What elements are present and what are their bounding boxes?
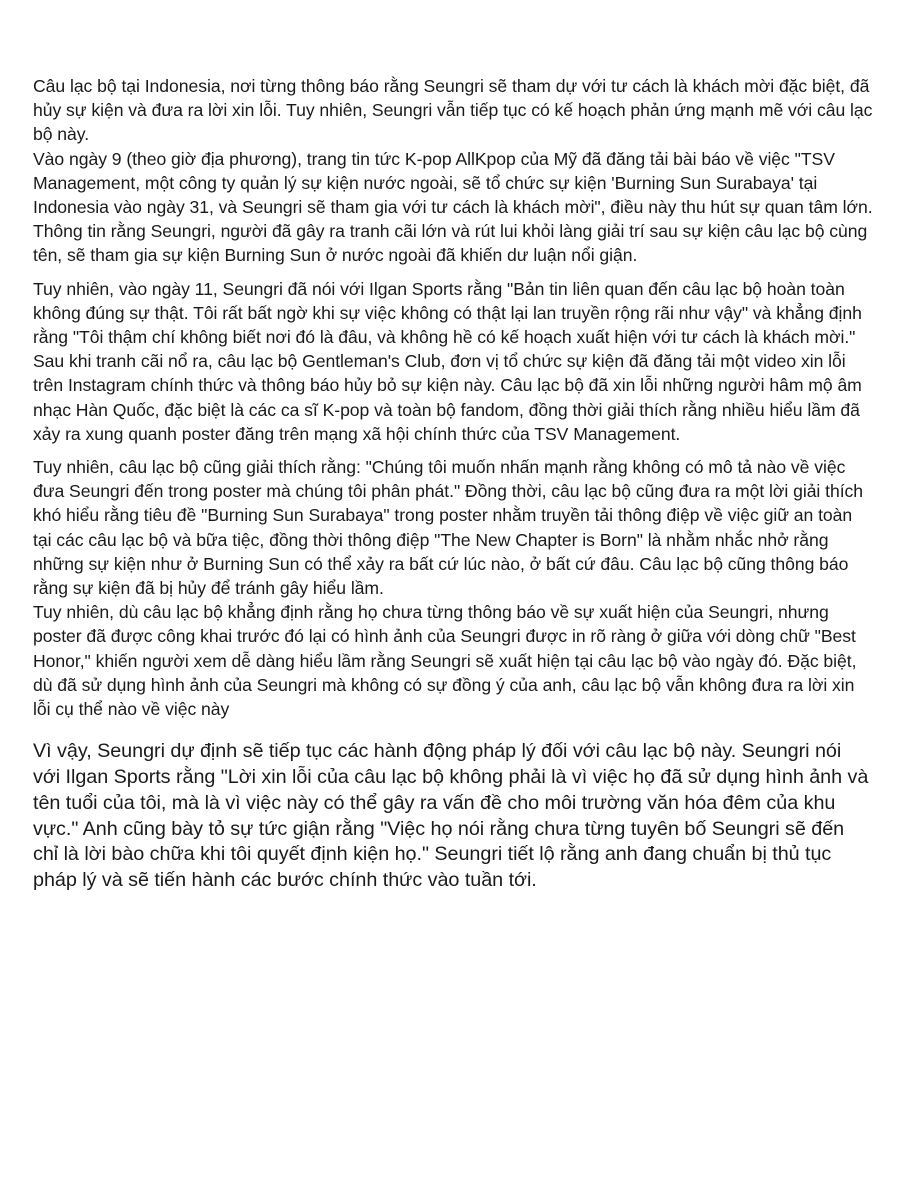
paragraph-allkpop-report: Vào ngày 9 (theo giờ địa phương), trang tin tức K-pop AllKpop của Mỹ đã đăng tải bài báo về việc "TSV Management, một công ty quản lý sự kiện nước ngoài, sẽ tổ chức sự kiện 'Burning Sun Surabaya' tại Indonesia vào ngày 31, và Seungri sẽ tham gia với tư cách là khách mời", điều này thu hút sự quan tâm lớn. Thông tin rằng Seungri, người đã gây ra tranh cãi lớn và rút lui khỏi làng giải trí sau sự kiện câu lạc bộ cùng tên, sẽ tham gia sự kiện Burning Sun ở nước ngoài đã khiến dư luận nổi giận. bbox=[33, 148, 873, 266]
paragraph-intro: Câu lạc bộ tại Indonesia, nơi từng thông báo rằng Seungri sẽ tham dự với tư cách là khách mời đặc biệt, đã hủy sự kiện và đưa ra lời xin lỗi. Tuy nhiên, Seungri vẫn tiếp tục có kế hoạch phản ứng mạnh mẽ với câu lạc bộ này. bbox=[33, 76, 873, 145]
article-body bbox=[33, 74, 873, 894]
paragraph-seungri-denial: Tuy nhiên, vào ngày 11, Seungri đã nói với Ilgan Sports rằng "Bản tin liên quan đến câu lạc bộ hoàn toàn không đúng sự thật. Tôi rất bất ngờ khi sự việc không có thật lại lan truyền rộng rãi như vậy" và khẳng định rằng "Tôi thậm chí không biết nơi đó là đâu, và không hề có kế hoạch xuất hiện với tư cách là khách mời." bbox=[33, 278, 862, 348]
paragraph-club-apology: Sau khi tranh cãi nổ ra, câu lạc bộ Gentleman's Club, đơn vị tổ chức sự kiện đã đăng tải một video xin lỗi trên Instagram chính thức và thông báo hủy bỏ sự kiện này. Câu lạc bộ đã xin lỗi những người hâm mộ âm nhạc Hàn Quốc, đặc biệt là các ca sĩ K-pop và toàn bộ fandom, đồng thời giải thích rằng nhiều hiểu lầm đã xảy ra xung quanh poster đăng trên mạng xã hội chính thức của TSV Management. bbox=[33, 351, 862, 444]
paragraph-club-explanation: Tuy nhiên, câu lạc bộ cũng giải thích rằng: "Chúng tôi muốn nhấn mạnh rằng không có mô tả nào về việc đưa Seungri đến trong poster mà chúng tôi phân phát." Đồng thời, câu lạc bộ cũng đưa ra một lời giải thích khó hiểu rằng tiêu đề "Burning Sun Surabaya" trong poster nhằm truyền tải thông điệp về việc giữ an toàn tại các câu lạc bộ và bữa tiệc, đồng thời thông điệp "The New Chapter is Born" là nhằm nhắc nhở rằng những sự kiện như ở Burning Sun có thể xảy ra bất cứ lúc nào, ở bất cứ đâu. Câu lạc bộ cũng thông báo rằng sự kiện đã bị hủy để tránh gây hiểu lầm. bbox=[33, 457, 864, 599]
paragraph-legal-action: Vì vậy, Seungri dự định sẽ tiếp tục các hành động pháp lý đối với câu lạc bộ này. Seungri nói với Ilgan Sports rằng "Lời xin lỗi của câu lạc bộ không phải là vì việc họ đã sử dụng hình ảnh và tên tuổi của tôi, mà là vì việc này có thể gây ra vấn đề cho môi trường văn hóa đêm của khu vực." Anh cũng bày tỏ sự tức giận rằng "Việc họ nói rằng chưa từng tuyên bố Seungri sẽ đến chỉ là lời bào chữa khi tôi quyết định kiện họ." Seungri tiết lộ rằng anh đang chuẩn bị thủ tục pháp lý và sẽ tiến hành các bước chính thức vào tuần tới. bbox=[33, 740, 869, 892]
paragraph-poster-image: Tuy nhiên, dù câu lạc bộ khẳng định rằng họ chưa từng thông báo về sự xuất hiện của Seungri, nhưng poster đã được công khai trước đó lại có hình ảnh của Seungri được in rõ ràng ở giữa với dòng chữ "Best Honor," khiến người xem dễ dàng hiểu lầm rằng Seungri sẽ xuất hiện tại câu lạc bộ vào ngày đó. Đặc biệt, dù đã sử dụng hình ảnh của Seungri mà không có sự đồng ý của anh, câu lạc bộ vẫn không đưa ra lời xin lỗi cụ thể nào về việc này bbox=[33, 602, 857, 720]
